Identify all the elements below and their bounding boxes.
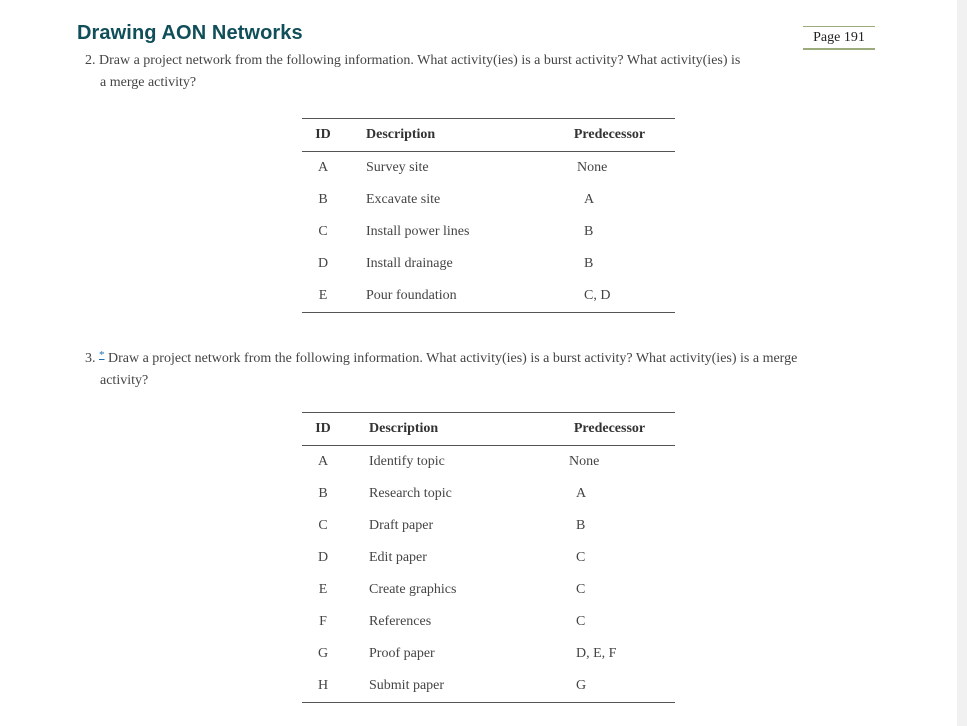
cell-predecessor: None bbox=[569, 454, 600, 469]
footnote-link[interactable]: * bbox=[99, 349, 105, 361]
cell-description: Research topic bbox=[369, 486, 452, 501]
cell-description: Install power lines bbox=[366, 224, 470, 239]
header-id: ID bbox=[302, 413, 344, 446]
cell-predecessor: None bbox=[577, 160, 608, 175]
table-row bbox=[302, 446, 675, 479]
header-predecessor: Predecessor bbox=[544, 413, 675, 446]
scrollbar-track[interactable] bbox=[957, 0, 967, 726]
cell-predecessor: A bbox=[576, 486, 587, 501]
cell-description: Draft paper bbox=[369, 518, 434, 533]
cell-predecessor: C bbox=[576, 582, 586, 597]
question-3 bbox=[85, 344, 797, 392]
section-heading: Drawing AON Networks bbox=[77, 22, 303, 44]
cell-description: Excavate site bbox=[366, 192, 441, 207]
table-row bbox=[302, 152, 675, 185]
header-predecessor: Predecessor bbox=[544, 119, 675, 152]
cell-predecessor: C bbox=[576, 614, 586, 629]
cell-id: D bbox=[317, 550, 329, 565]
question-text-line2: a merge activity? bbox=[100, 75, 197, 90]
cell-description: Edit paper bbox=[369, 550, 427, 565]
cell-description: Pour foundation bbox=[366, 288, 457, 303]
table-row bbox=[302, 606, 675, 638]
cell-predecessor: G bbox=[576, 678, 587, 693]
header-id: ID bbox=[302, 119, 344, 152]
page-number-label: Page 191 bbox=[803, 26, 875, 50]
cell-predecessor: A bbox=[584, 192, 595, 207]
question-text-line2: activity? bbox=[100, 373, 149, 388]
cell-predecessor: C bbox=[576, 550, 586, 565]
cell-id: E bbox=[318, 288, 328, 303]
cell-description: Proof paper bbox=[369, 646, 435, 661]
header-description: Description bbox=[344, 413, 544, 446]
question-number: 2. bbox=[85, 53, 96, 68]
table-row bbox=[302, 280, 675, 313]
table-row bbox=[302, 216, 675, 248]
cell-id: E bbox=[318, 582, 328, 597]
cell-predecessor: C, D bbox=[584, 288, 611, 303]
question-number: 3. bbox=[85, 351, 96, 366]
cell-id: H bbox=[317, 678, 329, 693]
cell-predecessor: B bbox=[576, 518, 586, 533]
question-2 bbox=[85, 50, 740, 94]
table-row bbox=[302, 670, 675, 703]
cell-description: Install drainage bbox=[366, 256, 453, 271]
question-text-line1: Draw a project network from the following information. What activity(ies) is a burst activity? What activity(ies) is bbox=[99, 53, 741, 68]
cell-id: D bbox=[317, 256, 329, 271]
table-row bbox=[302, 184, 675, 216]
table-row bbox=[302, 638, 675, 670]
cell-id: C bbox=[318, 224, 328, 239]
cell-description: Create graphics bbox=[369, 582, 457, 597]
cell-predecessor: D, E, F bbox=[576, 646, 617, 661]
cell-predecessor: B bbox=[584, 224, 594, 239]
cell-id: B bbox=[318, 192, 328, 207]
cell-id: A bbox=[317, 160, 329, 175]
table-row bbox=[302, 542, 675, 574]
cell-description: Identify topic bbox=[369, 454, 445, 469]
cell-predecessor: B bbox=[584, 256, 594, 271]
table-header-row bbox=[302, 413, 675, 446]
cell-description: Submit paper bbox=[369, 678, 445, 693]
cell-id: F bbox=[319, 614, 327, 629]
cell-id: A bbox=[317, 454, 329, 469]
table-row bbox=[302, 248, 675, 280]
cell-id: C bbox=[318, 518, 328, 533]
table-row bbox=[302, 510, 675, 542]
cell-id: G bbox=[317, 646, 329, 661]
header-description: Description bbox=[344, 119, 544, 152]
table-row bbox=[302, 574, 675, 606]
cell-description: Survey site bbox=[366, 160, 429, 175]
activity-table-q2 bbox=[302, 118, 675, 313]
cell-description: References bbox=[369, 614, 432, 629]
activity-table-q3 bbox=[302, 412, 675, 703]
cell-id: B bbox=[318, 486, 328, 501]
table-row bbox=[302, 478, 675, 510]
question-text-line1: Draw a project network from the following information. What activity(ies) is a burst activity? What activity(ies) is a merge bbox=[108, 351, 798, 366]
table-header-row bbox=[302, 119, 675, 152]
